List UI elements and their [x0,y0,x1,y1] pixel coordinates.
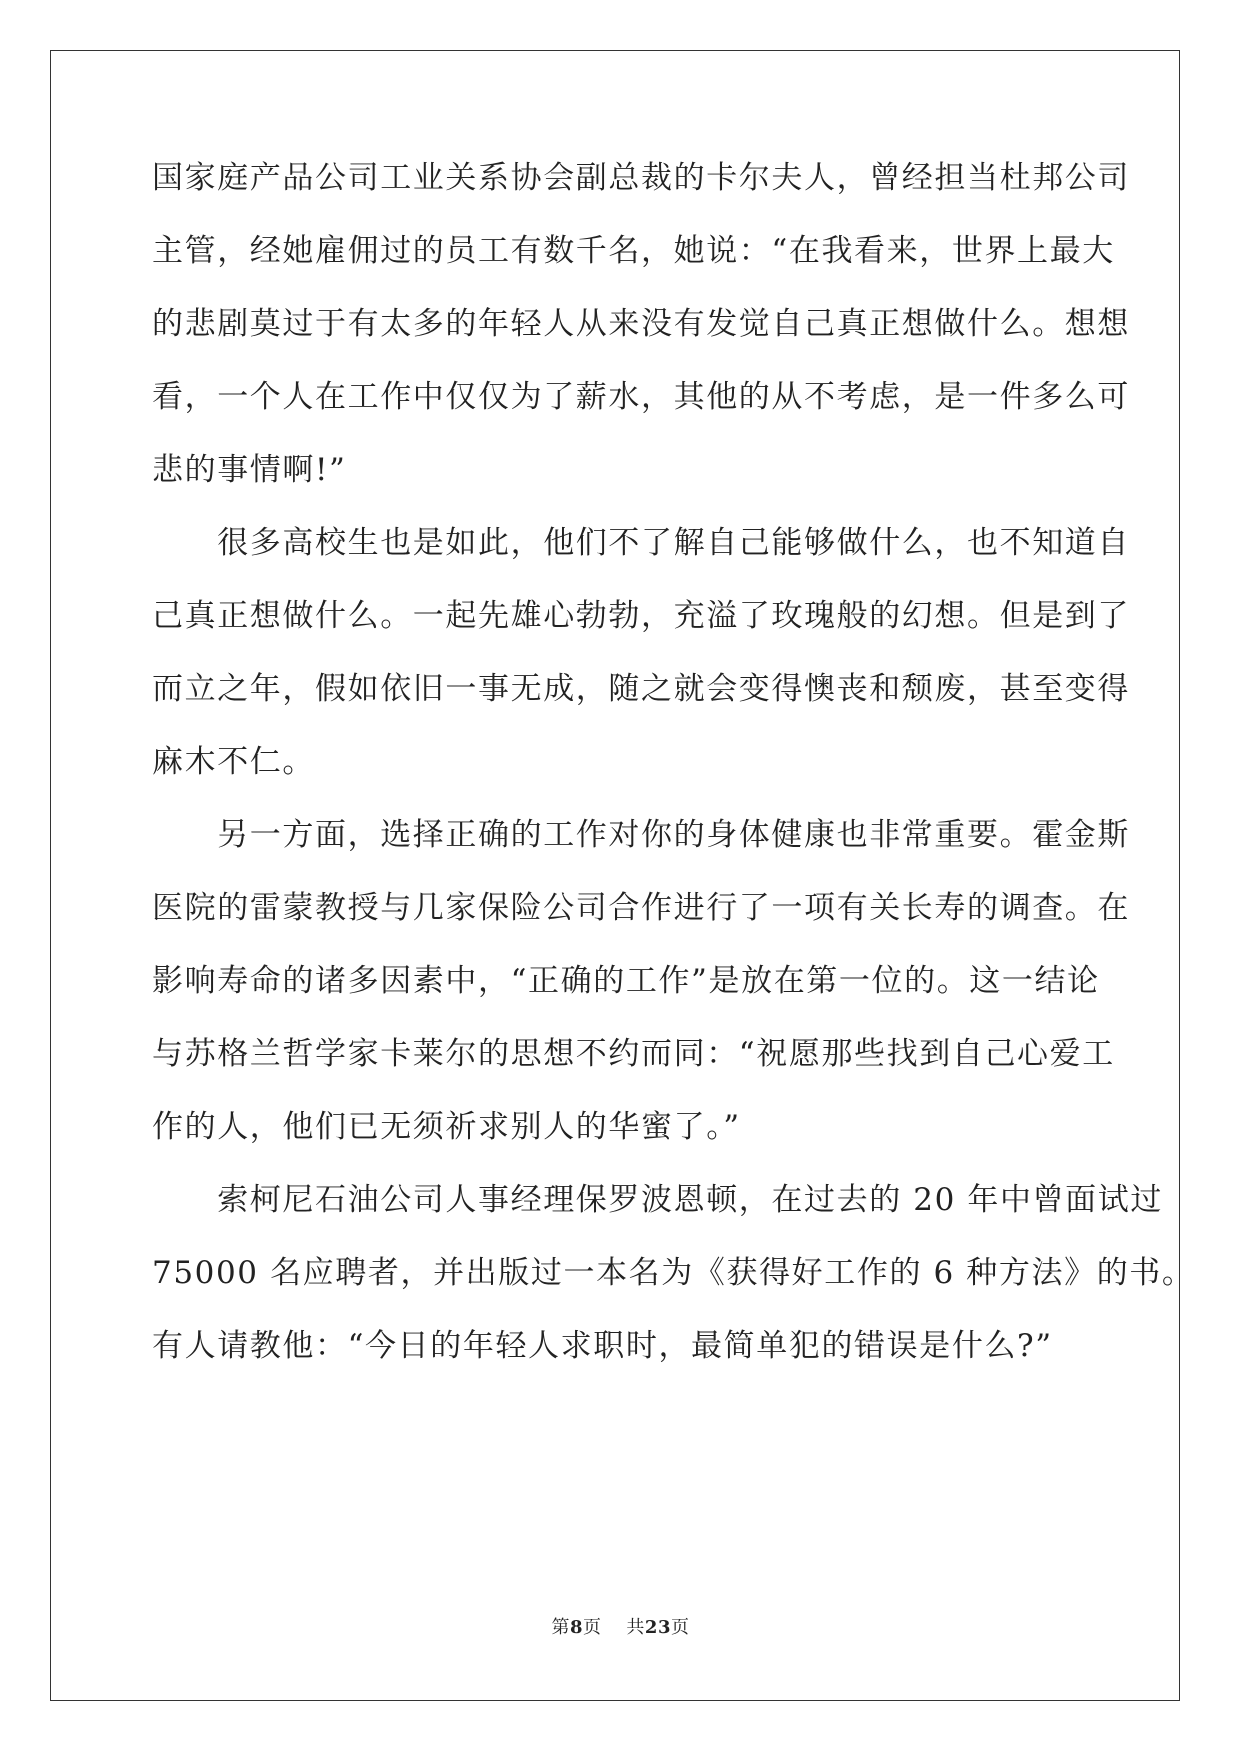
text-line: 而立之年，假如依旧一事无成，随之就会变得懊丧和颓废，甚至变得 [152,671,1130,707]
text-line: 悲的事情啊!” [152,452,347,488]
page-prefix: 第 [551,1617,570,1638]
page-number: 8 [570,1617,584,1638]
text-line: 己真正想做什么。一起先雄心勃勃，充溢了玫瑰般的幻想。但是到了 [152,598,1130,634]
text-line: 医院的雷蒙教授与几家保险公司合作进行了一项有关长寿的调查。在 [152,890,1130,926]
page-footer [0,1613,1241,1639]
text-line: 另一方面，选择正确的工作对你的身体健康也非常重要。霍金斯 [152,817,1130,853]
page-border [50,50,1180,1701]
text-line: 有人请教他：“今日的年轻人求职时，最简单犯的错误是什么?” [152,1328,1053,1364]
total-pages: 23 [644,1617,671,1638]
total-prefix: 共 [626,1617,645,1638]
text-line: 75000 名应聘者，并出版过一本名为《获得好工作的 6 种方法》的书。 [152,1255,1195,1291]
text-line: 国家庭产品公司工业关系协会副总裁的卡尔夫人，曾经担当杜邦公司 [152,160,1130,196]
page-suffix: 页 [583,1617,602,1638]
total-suffix: 页 [670,1617,690,1638]
text-line: 麻木不仁。 [152,744,315,780]
text-line: 主管，经她雇佣过的员工有数千名，她说：“在我看来，世界上最大 [152,233,1115,269]
text-line: 很多高校生也是如此，他们不了解自己能够做什么，也不知道自 [152,525,1130,561]
text-line: 索柯尼石油公司人事经理保罗波恩顿，在过去的 20 年中曾面试过 [152,1182,1163,1218]
text-line: 与苏格兰哲学家卡莱尔的思想不约而同：“祝愿那些找到自己心爱工 [152,1036,1115,1072]
text-line: 的悲剧莫过于有太多的年轻人从来没有发觉自己真正想做什么。想想 [152,306,1130,342]
text-line: 作的人，他们已无须祈求别人的华蜜了。” [152,1109,741,1145]
text-line: 看，一个人在工作中仅仅为了薪水，其他的从不考虑，是一件多么可 [152,379,1130,415]
text-line: 影响寿命的诸多因素中，“正确的工作”是放在第一位的。这一结论 [152,963,1100,999]
